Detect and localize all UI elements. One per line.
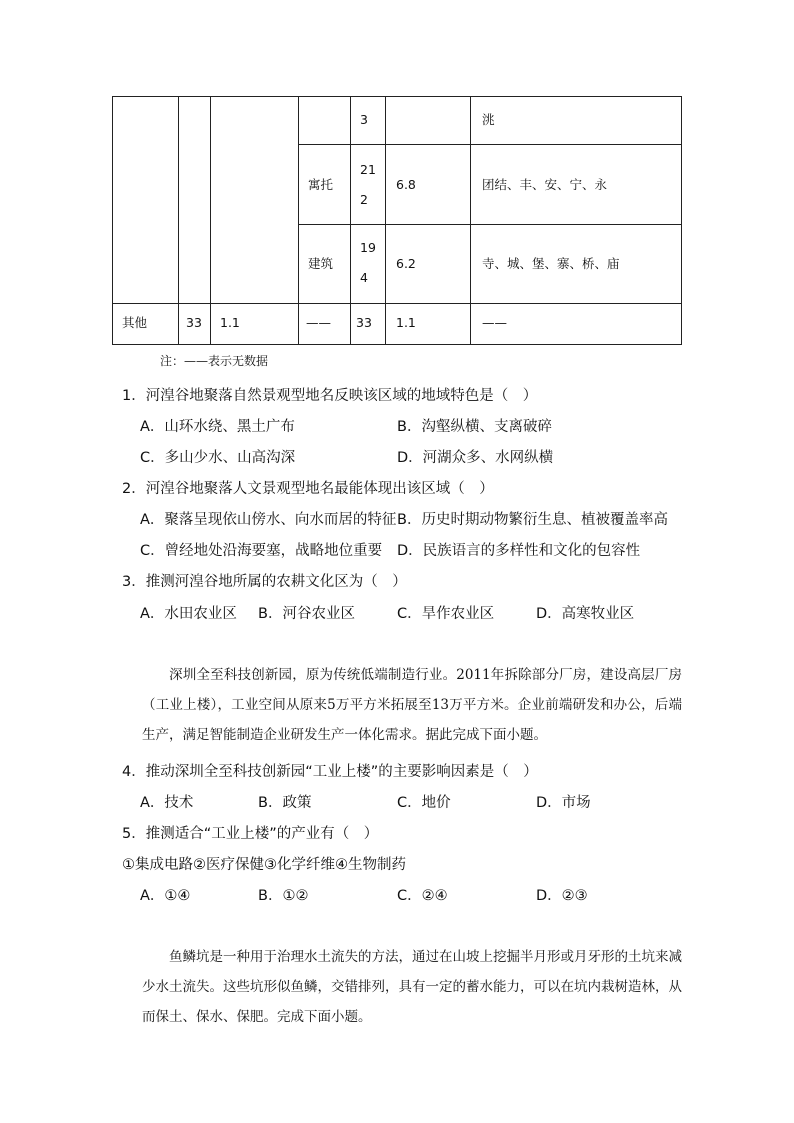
- question-1-option-c[interactable]: C．多山少水、山高沟深: [140, 450, 296, 466]
- question-3-option-c[interactable]: C．旱作农业区: [397, 606, 495, 622]
- question-2-option-c[interactable]: C．曾经地处沿海要塞，战略地位重要: [140, 543, 383, 559]
- table-col-line: [178, 96, 179, 345]
- question-4-option-b[interactable]: B．政策: [258, 795, 312, 811]
- passage-shenzhen-text: 深圳全至科技创新园，原为传统低端制造行业。2011年拆除部分厂房，建设高层厂房（工业上楼），工业空间从原来5万平方米拓展至13万平方米。企业前端研发和办公，后端生产，满足智能制造企业研发生产一体化需求。据此完成下面小题。: [142, 667, 682, 743]
- table-cell: 6.2: [396, 256, 416, 271]
- question-4-option-c[interactable]: C．地价: [397, 795, 451, 811]
- table-cell: 1.1: [220, 315, 240, 330]
- question-2-option-a[interactable]: A．聚落呈现依山傍水、向水而居的特征: [140, 512, 397, 528]
- table-cell: 其他: [122, 315, 148, 330]
- question-5-option-a[interactable]: A．①④: [140, 888, 191, 904]
- table-cell: 19: [360, 240, 376, 255]
- table-cell: 6.8: [396, 177, 416, 192]
- table-row-line: [112, 303, 682, 304]
- table-col-line: [112, 96, 113, 345]
- question-5-option-b[interactable]: B．①②: [258, 888, 309, 904]
- question-3-stem: 3．推测河湟谷地所属的农耕文化区为（ ）: [122, 574, 407, 590]
- table-cell: 3: [360, 112, 368, 127]
- question-1-option-b[interactable]: B．沟壑纵横、支离破碎: [397, 419, 552, 435]
- table-cell: 1.1: [396, 315, 416, 330]
- question-5-stem: 5．推测适合“工业上楼”的产业有（ ）: [122, 826, 379, 842]
- question-1-stem: 1．河湟谷地聚落自然景观型地名反映该区域的地域特色是（ ）: [122, 388, 538, 404]
- question-3-option-b[interactable]: B．河谷农业区: [258, 606, 355, 622]
- table-cell: 寓托: [308, 177, 334, 192]
- table-cell: 建筑: [308, 256, 334, 271]
- question-5-option-d[interactable]: D．②③: [536, 888, 588, 904]
- table-row-line: [298, 144, 682, 145]
- table-cell: 33: [356, 315, 372, 330]
- question-2-option-d[interactable]: D．民族语言的多样性和文化的包容性: [397, 543, 641, 559]
- table-cell: 洮: [482, 112, 495, 127]
- question-2-option-b[interactable]: B．历史时期动物繁衍生息、植被覆盖率高: [397, 512, 668, 528]
- question-1-option-d[interactable]: D．河湖众多、水网纵横: [397, 450, 554, 466]
- table-row-line: [298, 224, 682, 225]
- table-cell: ——: [306, 315, 331, 330]
- question-4-option-a[interactable]: A．技术: [140, 795, 194, 811]
- table-col-line: [470, 96, 471, 345]
- table-cell: 团结、丰、安、宁、永: [482, 177, 608, 192]
- table-cell: 2: [360, 192, 368, 207]
- question-1-option-a[interactable]: A．山环水绕、黑土广布: [140, 419, 295, 435]
- table-cell: 寺、城、堡、寨、桥、庙: [482, 256, 620, 271]
- place-name-table: [112, 96, 682, 345]
- passage-fish-scale-pits: [142, 942, 682, 1032]
- table-border-top: [112, 96, 682, 97]
- table-col-line: [210, 96, 211, 345]
- table-cell: 4: [360, 270, 368, 285]
- table-cell: 33: [186, 315, 202, 330]
- question-4-stem: 4．推动深圳全至科技创新园“工业上楼”的主要影响因素是（ ）: [122, 764, 538, 780]
- question-4-option-d[interactable]: D．市场: [536, 795, 591, 811]
- passage-shenzhen: [142, 660, 682, 750]
- passage-fish-scale-pits-text: 鱼鳞坑是一种用于治理水土流失的方法，通过在山坡上挖掘半月形或月牙形的土坑来减少水土流失。这些坑形似鱼鳞，交错排列，具有一定的蓄水能力，可以在坑内栽树造林，从而保土、保水、保肥。完成下面小题。: [142, 949, 682, 1025]
- table-col-line: [385, 96, 386, 345]
- table-cell: 21: [360, 162, 376, 177]
- question-3-option-d[interactable]: D．高寒牧业区: [536, 606, 635, 622]
- question-5-option-c[interactable]: C．②④: [397, 888, 448, 904]
- table-cell: ——: [482, 315, 507, 330]
- table-col-line: [350, 96, 351, 345]
- question-3-option-a[interactable]: A．水田农业区: [140, 606, 237, 622]
- table-border-bottom: [112, 344, 682, 345]
- question-5-items: ①集成电路②医疗保健③化学纤维④生物制药: [122, 857, 406, 873]
- table-col-line: [298, 96, 299, 345]
- table-col-line: [681, 96, 682, 345]
- table-note: 注：——表示无数据: [160, 354, 269, 368]
- question-2-stem: 2．河湟谷地聚落人文景观型地名最能体现出该区域（ ）: [122, 481, 494, 497]
